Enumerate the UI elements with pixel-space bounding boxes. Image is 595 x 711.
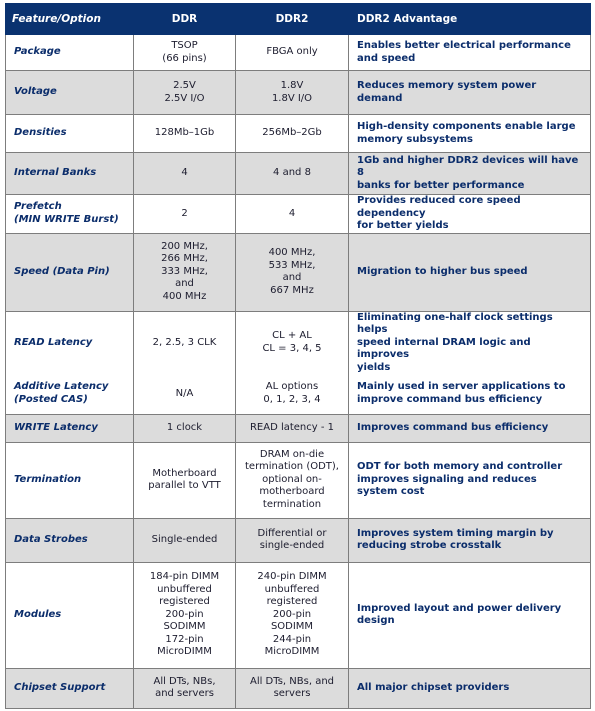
- table-row: [6, 71, 591, 115]
- table-row: [6, 233, 591, 311]
- advantage-cell: Provides reduced core speed dependency for better yields: [349, 195, 591, 234]
- header-ddr: DDR: [134, 4, 236, 35]
- ddr-cell: 2: [134, 195, 236, 234]
- table-row: [6, 153, 591, 195]
- header-advantage: DDR2 Advantage: [349, 4, 591, 35]
- advantage-cell: Reduces memory system power demand: [349, 71, 591, 115]
- table-body: [6, 35, 591, 709]
- advantage-cell: Improved layout and power delivery design: [349, 562, 591, 668]
- advantage-cell: Improves command bus efficiency: [349, 414, 591, 442]
- feature-cell: Additive Latency (Posted CAS): [6, 374, 134, 414]
- ddr2-cell: 1.8V 1.8V I/O: [236, 71, 349, 115]
- ddr-cell: All DTs, NBs, and servers: [134, 668, 236, 708]
- ddr-cell: 1 clock: [134, 414, 236, 442]
- feature-cell: Data Strobes: [6, 518, 134, 562]
- ddr2-cell: All DTs, NBs, and servers: [236, 668, 349, 708]
- ddr2-cell: 400 MHz, 533 MHz, and 667 MHz: [236, 233, 349, 311]
- ddr-cell: 2, 2.5, 3 CLK: [134, 311, 236, 374]
- header-feature: Feature/Option: [6, 4, 134, 35]
- feature-cell: Voltage: [6, 71, 134, 115]
- table-row: [6, 115, 591, 153]
- table-row: [6, 518, 591, 562]
- advantage-cell: Migration to higher bus speed: [349, 233, 591, 311]
- ddr2-cell: READ latency - 1: [236, 414, 349, 442]
- ddr-cell: Motherboard parallel to VTT: [134, 442, 236, 518]
- table-row: [6, 562, 591, 668]
- feature-cell: READ Latency: [6, 311, 134, 374]
- table-row: [6, 311, 591, 374]
- header-row: [6, 4, 591, 35]
- table-row: [6, 442, 591, 518]
- ddr-cell: 2.5V 2.5V I/O: [134, 71, 236, 115]
- ddr-cell: Single-ended: [134, 518, 236, 562]
- ddr2-cell: DRAM on-die termination (ODT), optional on- motherboard termination: [236, 442, 349, 518]
- feature-cell: Modules: [6, 562, 134, 668]
- ddr-cell: 200 MHz, 266 MHz, 333 MHz, and 400 MHz: [134, 233, 236, 311]
- table-row: [6, 35, 591, 71]
- advantage-cell: Enables better electrical performance and speed: [349, 35, 591, 71]
- feature-cell: Speed (Data Pin): [6, 233, 134, 311]
- feature-cell: Internal Banks: [6, 153, 134, 195]
- ddr2-cell: 256Mb–2Gb: [236, 115, 349, 153]
- advantage-cell: High-density components enable large memory subsystems: [349, 115, 591, 153]
- ddr2-cell: FBGA only: [236, 35, 349, 71]
- feature-cell: Termination: [6, 442, 134, 518]
- advantage-cell: Eliminating one-half clock settings helps speed internal DRAM logic and improves yields: [349, 311, 591, 374]
- ddr-cell: TSOP (66 pins): [134, 35, 236, 71]
- ddr-cell: N/A: [134, 374, 236, 414]
- ddr-cell: 4: [134, 153, 236, 195]
- ddr2-cell: Differential or single-ended: [236, 518, 349, 562]
- ddr2-cell: 4 and 8: [236, 153, 349, 195]
- ddr2-cell: AL options 0, 1, 2, 3, 4: [236, 374, 349, 414]
- table-header: [6, 4, 591, 35]
- ddr-comparison-table: [5, 3, 591, 709]
- feature-cell: Prefetch (MIN WRITE Burst): [6, 195, 134, 234]
- feature-cell: WRITE Latency: [6, 414, 134, 442]
- feature-cell: Package: [6, 35, 134, 71]
- ddr-cell: 184-pin DIMM unbuffered registered 200-pin SODIMM 172-pin MicroDIMM: [134, 562, 236, 668]
- ddr-cell: 128Mb–1Gb: [134, 115, 236, 153]
- advantage-cell: 1Gb and higher DDR2 devices will have 8 banks for better performance: [349, 153, 591, 195]
- table-row: [6, 668, 591, 708]
- header-ddr2: DDR2: [236, 4, 349, 35]
- ddr2-cell: 4: [236, 195, 349, 234]
- feature-cell: Densities: [6, 115, 134, 153]
- advantage-cell: ODT for both memory and controller improves signaling and reduces system cost: [349, 442, 591, 518]
- ddr2-cell: CL + AL CL = 3, 4, 5: [236, 311, 349, 374]
- table-row: [6, 195, 591, 234]
- advantage-cell: Improves system timing margin by reducing strobe crosstalk: [349, 518, 591, 562]
- advantage-cell: Mainly used in server applications to improve command bus efficiency: [349, 374, 591, 414]
- feature-cell: Chipset Support: [6, 668, 134, 708]
- advantage-cell: All major chipset providers: [349, 668, 591, 708]
- ddr2-cell: 240-pin DIMM unbuffered registered 200-pin SODIMM 244-pin MicroDIMM: [236, 562, 349, 668]
- table-row: [6, 374, 591, 414]
- table-row: [6, 414, 591, 442]
